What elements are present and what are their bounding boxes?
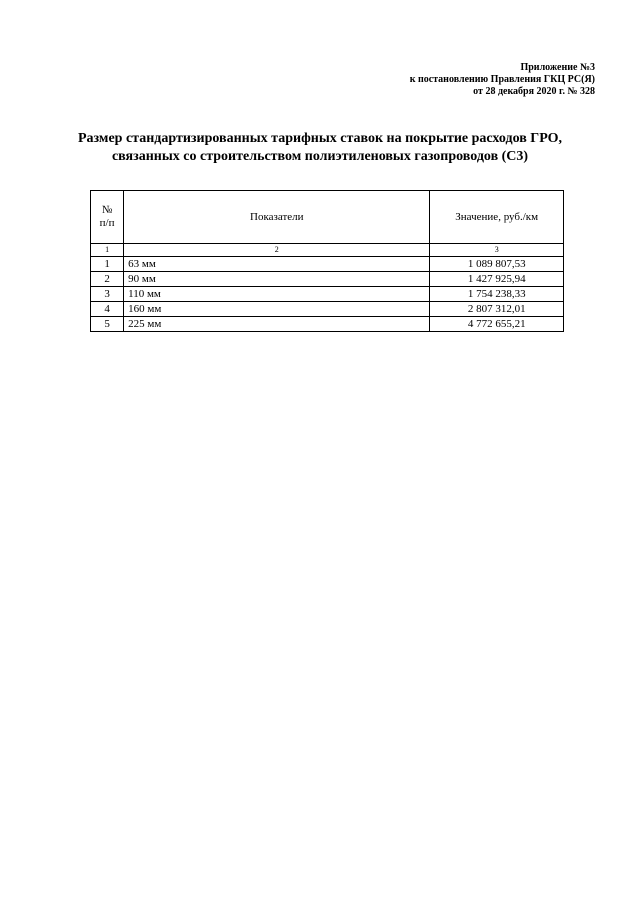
header-number-symbol: № [101, 204, 113, 216]
table-row [91, 257, 564, 272]
row-indicator: 160 мм [124, 302, 430, 317]
header-number [91, 191, 124, 244]
row-value: 1 427 925,94 [430, 272, 564, 287]
table-row [91, 302, 564, 317]
table-row [91, 272, 564, 287]
column-index: 2 [124, 244, 430, 257]
title-line-1: Размер стандартизированных тарифных ставок на покрытие расходов ГРО, [77, 131, 563, 146]
appendix-header [410, 62, 595, 98]
document-title [0, 130, 640, 166]
header-number-abbr: п/п [99, 217, 115, 229]
row-indicator: 63 мм [124, 257, 430, 272]
row-number: 4 [91, 302, 124, 317]
row-value: 1 089 807,53 [430, 257, 564, 272]
header-value: Значение, руб./км [430, 191, 564, 244]
row-value: 2 807 312,01 [430, 302, 564, 317]
column-index-row [91, 244, 564, 257]
row-number: 1 [91, 257, 124, 272]
row-number: 3 [91, 287, 124, 302]
row-value: 4 772 655,21 [430, 317, 564, 332]
row-value: 1 754 238,33 [430, 287, 564, 302]
tariff-table [90, 190, 564, 332]
row-indicator: 110 мм [124, 287, 430, 302]
table-header-row [91, 191, 564, 244]
resolution-reference: к постановлению Правления ГКЦ РС(Я) [409, 74, 595, 85]
row-indicator: 225 мм [124, 317, 430, 332]
resolution-date: от 28 декабря 2020 г. № 328 [473, 86, 595, 97]
column-index: 3 [430, 244, 564, 257]
table-row [91, 317, 564, 332]
header-indicators: Показатели [124, 191, 430, 244]
appendix-number: Приложение №3 [520, 62, 595, 73]
title-line-2: связанных со строительством полиэтиленовых газопроводов (С3) [111, 149, 529, 164]
column-index: 1 [91, 244, 124, 257]
row-number: 5 [91, 317, 124, 332]
table-row [91, 287, 564, 302]
row-number: 2 [91, 272, 124, 287]
row-indicator: 90 мм [124, 272, 430, 287]
